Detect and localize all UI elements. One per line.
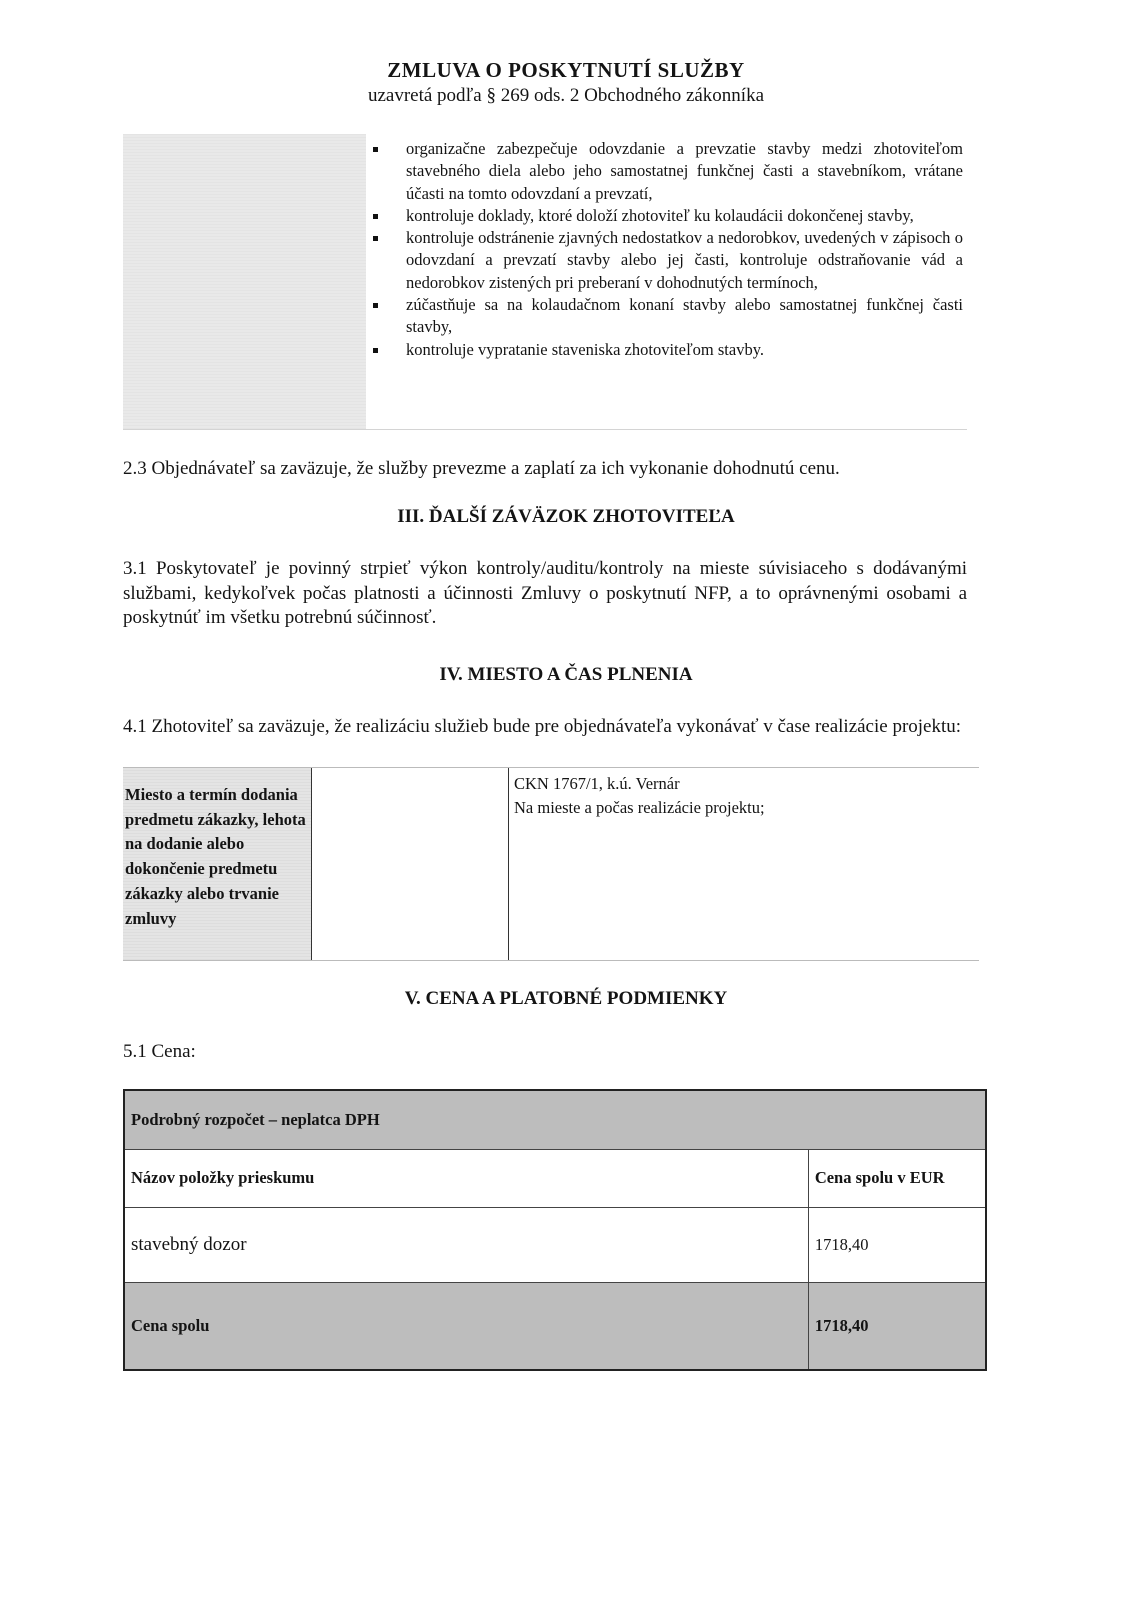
section-heading-4: IV. MIESTO A ČAS PLNENIA — [439, 664, 693, 685]
table-divider — [508, 768, 509, 960]
total-value: 1718,40 — [808, 1282, 986, 1370]
price-table-columns-row — [124, 1149, 986, 1207]
place-value-line: Na mieste a počas realizácie projektu; — [514, 798, 765, 817]
price-table-header: Podrobný rozpočet – neplatca DPH — [124, 1090, 986, 1149]
duties-list — [406, 138, 963, 361]
paragraph-5-1: 5.1 Cena: — [123, 1041, 196, 1062]
place-label-cell — [123, 768, 311, 960]
paragraph-2-3: 2.3 Objednávateľ sa zaväzuje, že služby prevezme a zaplatí za ich vykonanie dohodnutú cenu. — [123, 458, 840, 479]
price-table-total-row — [124, 1282, 986, 1370]
place-value — [514, 772, 974, 820]
item-name: stavebný dozor — [124, 1207, 808, 1282]
table-divider — [311, 768, 312, 960]
duty-item: kontroluje vypratanie staveniska zhotoviteľom stavby. — [406, 339, 963, 361]
duties-section — [123, 134, 967, 430]
column-price: Cena spolu v EUR — [808, 1149, 986, 1207]
duties-shaded-cell — [123, 134, 366, 429]
column-item-name: Názov položky prieskumu — [124, 1149, 808, 1207]
document-title: ZMLUVA O POSKYTNUTÍ SLUŽBY — [387, 58, 745, 82]
price-table-header-row — [124, 1090, 986, 1149]
paragraph-4-1: 4.1 Zhotoviteľ sa zaväzuje, že realizáciu služieb bude pre objednávateľa vykonávať v čase realizácie projektu: — [123, 716, 962, 737]
paragraph-3-1: 3.1 Poskytovateľ je povinný strpieť výkon kontroly/auditu/kontroly na mieste súvisiaceho s dodávanými službami, kedykoľvek počas platnosti a účinnosti Zmluvy o poskytnutí NFP, a to oprávnenými osobami a poskytnúť im všetku potrebnú súčinnosť. — [123, 558, 967, 628]
duty-item: kontroluje odstránenie zjavných nedostatkov a nedorobkov, uvedených v zápisoch o odovzdaní a prevzatí stavby alebo jej časti, kontroluje odstraňovanie vád a nedorobkov zistených pri preberaní v dohodnutých termínoch, — [406, 227, 963, 294]
duty-item: kontroluje doklady, ktoré doloží zhotoviteľ ku kolaudácii dokončenej stavby, — [406, 205, 963, 227]
price-table — [123, 1089, 987, 1371]
document-subtitle: uzavretá podľa § 269 ods. 2 Obchodného zákonníka — [367, 85, 765, 106]
section-heading-3: III. ĎALŠÍ ZÁVÄZOK ZHOTOVITEĽA — [397, 506, 735, 527]
section-heading-5: V. CENA A PLATOBNÉ PODMIENKY — [404, 988, 728, 1009]
table-row — [124, 1207, 986, 1282]
duty-item: zúčastňuje sa na kolaudačnom konaní stavby alebo samostatnej funkčnej časti stavby, — [406, 294, 963, 339]
place-value-line: CKN 1767/1, k.ú. Vernár — [514, 774, 680, 793]
place-label: Miesto a termín dodania predmetu zákazky, lehota na dodanie alebo dokončenie predmetu zákazky alebo trvanie zmluvy — [125, 785, 306, 928]
total-label: Cena spolu — [124, 1282, 808, 1370]
place-time-table — [123, 767, 979, 961]
duty-item: organizačne zabezpečuje odovzdanie a prevzatie stavby medzi zhotoviteľom stavebného diela alebo jeho samostatnej funkčnej časti a stavebníkom, vrátane účasti na tomto odovzdaní a prevzatí, — [406, 138, 963, 205]
item-price: 1718,40 — [808, 1207, 986, 1282]
